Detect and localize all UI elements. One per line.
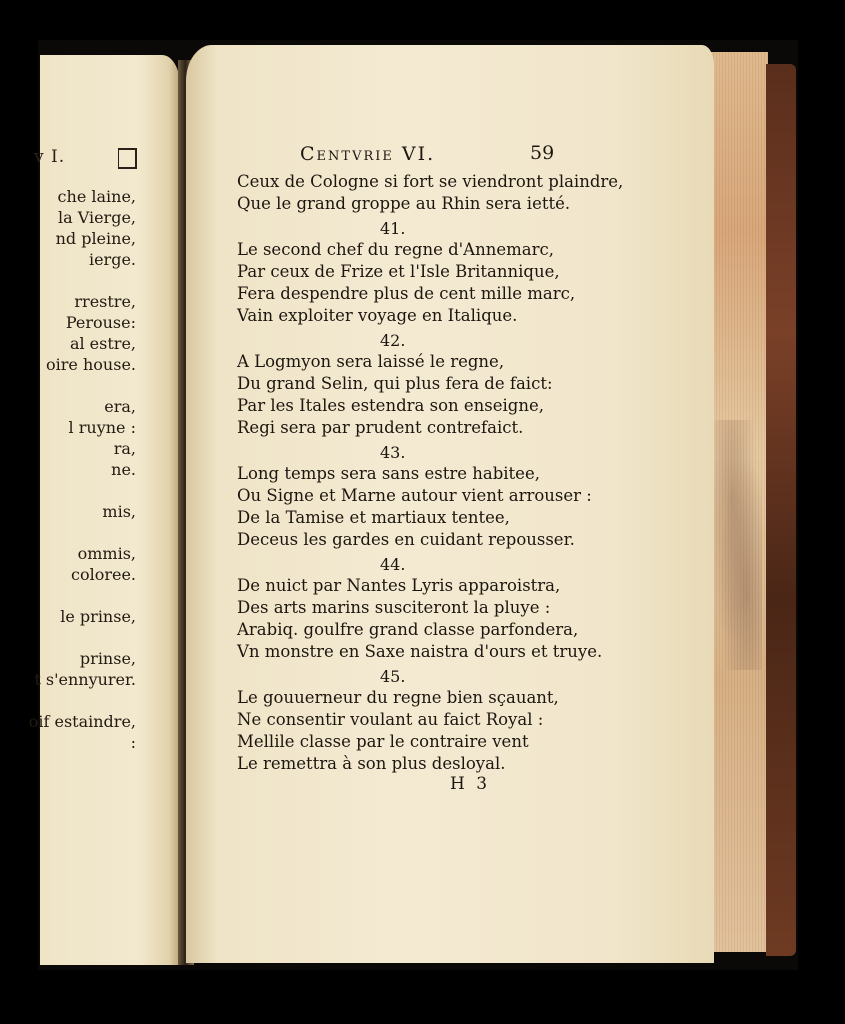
text-line: De la Tamise et martiaux tentee,: [237, 508, 510, 527]
left-running-head: v I.: [34, 147, 66, 167]
left-line: nd pleine,: [55, 229, 136, 248]
text-line: A Logmyon sera laissé le regne,: [237, 352, 505, 371]
text-line: Ceux de Cologne si fort se viendront plaindre,: [237, 172, 624, 191]
text-line: Le gouuerneur du regne bien sçauant,: [237, 688, 559, 707]
left-line: la Vierge,: [57, 208, 136, 227]
text-line: Le second chef du regne d'Annemarc,: [237, 240, 554, 259]
left-line: oire house.: [46, 355, 136, 374]
running-head: Centvrie VI.: [300, 143, 436, 165]
left-line: le prinse,: [60, 607, 136, 626]
text-line: Que le grand groppe au Rhin sera ietté.: [237, 194, 571, 213]
left-line: ra,: [113, 439, 136, 458]
marbled-edge: [712, 420, 762, 670]
signature-mark: H 3: [450, 774, 491, 794]
left-line: t s'ennyurer.: [34, 670, 136, 689]
left-line: rrestre,: [74, 292, 136, 311]
text-line: Long temps sera sans estre habitee,: [237, 464, 540, 483]
text-line: Par ceux de Frize et l'Isle Britannique,: [237, 262, 560, 281]
text-line: Ou Signe et Marne autour vient arrouser :: [237, 486, 592, 505]
quatrain-number: 45.: [380, 667, 406, 686]
text-line: Du grand Selin, qui plus fera de faict:: [237, 374, 553, 393]
text-line: Le remettra à son plus desloyal.: [237, 754, 506, 773]
left-line: Perouse:: [65, 313, 136, 332]
quatrain-number: 42.: [380, 331, 406, 350]
book-cover-edge: [766, 64, 796, 956]
text-line: Ne consentir voulant au faict Royal :: [237, 710, 544, 729]
left-line: ommis,: [77, 544, 136, 563]
text-line: Mellile classe par le contraire vent: [237, 732, 529, 751]
left-line: oif estaindre,: [28, 712, 136, 731]
ornament-icon: [118, 148, 137, 169]
text-line: Arabiq. goulfre grand classe parfondera,: [237, 620, 579, 639]
page-number: 59: [530, 142, 555, 164]
left-line: ne.: [111, 460, 136, 479]
quatrain-number: 43.: [380, 443, 406, 462]
left-line: ierge.: [88, 250, 136, 269]
left-line: prinse,: [79, 649, 136, 668]
quatrain-number: 44.: [380, 555, 406, 574]
left-line: mis,: [102, 502, 136, 521]
text-line: Deceus les gardes en cuidant repousser.: [237, 530, 575, 549]
left-line: che laine,: [57, 187, 136, 206]
quatrain-number: 41.: [380, 219, 406, 238]
text-line: Vn monstre en Saxe naistra d'ours et truye.: [237, 642, 603, 661]
text-line: Vain exploiter voyage en Italique.: [237, 306, 518, 325]
text-line: Fera despendre plus de cent mille marc,: [237, 284, 576, 303]
left-line: era,: [104, 397, 136, 416]
text-line: De nuict par Nantes Lyris apparoistra,: [237, 576, 561, 595]
left-page: [28, 55, 180, 965]
text-line: Des arts marins susciteront la pluye :: [237, 598, 551, 617]
left-line: coloree.: [70, 565, 136, 584]
left-line: :: [130, 733, 136, 752]
text-line: Regi sera par prudent contrefaict.: [237, 418, 524, 437]
left-line: al estre,: [69, 334, 136, 353]
left-line: l ruyne :: [68, 418, 136, 437]
text-line: Par les Itales estendra son enseigne,: [237, 396, 544, 415]
